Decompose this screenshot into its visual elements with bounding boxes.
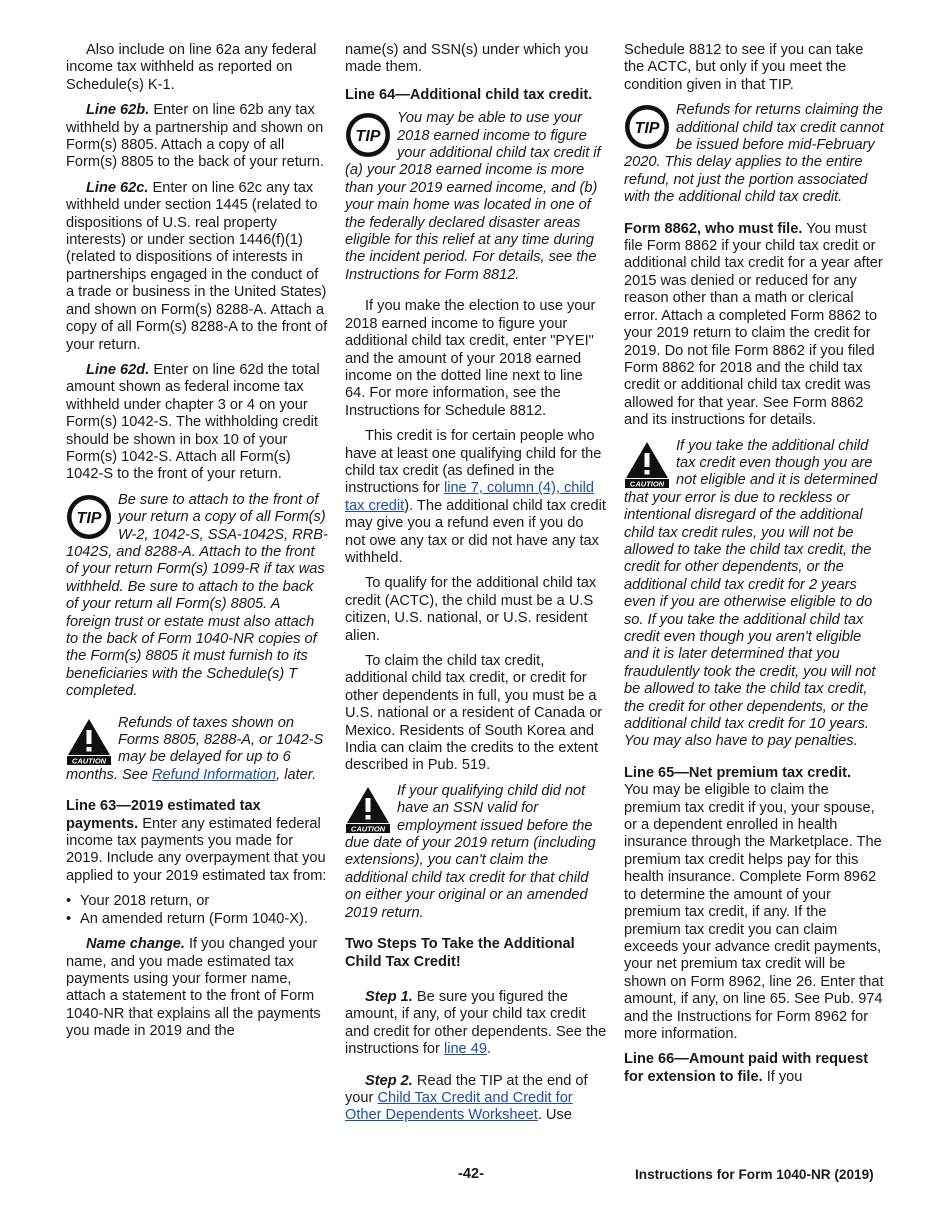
footer-title: Instructions for Form 1040-NR (2019) xyxy=(635,1167,874,1182)
tip1-text: Be sure to attach to the front of your return a copy of all Form(s) W-2, 1042-S, SSA-1042S, RRB-1042S, and 8288-A. Attach to the front of your return Form(s) 1099-R if tax was withheld. Be sure to attach to the back of your return all Form(s) 8805. A foreign trust or estate must also attach to the back of Form 1040-NR copies of the Form(s) 8805 it must furnish to its beneficiaries with the Schedule(s) T completed. xyxy=(66,491,328,700)
line62d-text: Enter on line 62d the total amount shown as federal income tax withheld under chapter 3 or 4 on your Form(s) 1042-S. The withholding credit should be shown in box 10 of your Form(s) 1042-S. Attach all Form(s) 1042-S to the front of your return. xyxy=(66,361,320,483)
tip2-text: You may be able to use your 2018 earned income to figure your additional child tax credit if (a) your 2018 earned income is more than your 2019 earned income, and (b) your main home was located in one of the federally declared disaster areas eligible for this relief at any time during the incident period. For details, see the Instructions for Form 8812. xyxy=(345,110,601,283)
caution-icon-text: CAUTION xyxy=(350,824,386,833)
paragraph-continued: Schedule 8812 to see if you can take the ACTC, but only if you meet the condition given in that TIP. xyxy=(624,42,864,93)
paragraph-line62b xyxy=(66,102,328,172)
line62c-text: Enter on line 62c any tax withheld under section 1445 (related to dispositions of U.S. real property interests) or under section 1446(f)(1) (related to dispositions of interests in partnerships engaged in the conduct of a trade or business in the United States) and shown on Form(s) 8288-A. Attach a copy of all Form(s) 8288-A to the front of your return. xyxy=(66,179,328,353)
tip-icon-text: TIP xyxy=(355,128,381,146)
refund-information-link[interactable]: Refund Information xyxy=(152,766,277,783)
caution1-text-post: , later. xyxy=(276,766,317,783)
tip-note-attachments xyxy=(66,492,328,701)
step2-text: Read the TIP at the end of your xyxy=(345,1072,588,1106)
paragraph-name-change xyxy=(66,936,328,1040)
list-item: • Your 2018 return, or xyxy=(66,893,328,910)
paragraph-line65: You may be eligible to claim the premium tax credit if you, your spouse, or a dependent enrolled in health insurance through the Marketplace. The premium tax credit helps pay for this health insurance. Complete Form 8962 to determine the amount of your premium tax credit, if any. If the premium tax credit you can claim exceeds your advance credit payments, your net premium tax credit will be shown on Form 8962, line 26. Enter that amount, if any, on line 65. See Pub. 974 and the Instructions for Form 8962 for more information. xyxy=(624,782,884,1042)
paragraph-form8862 xyxy=(624,221,886,430)
tip-icon-text: TIP xyxy=(634,120,660,138)
two-steps-heading: Two Steps To Take the Additional Child Tax Credit! xyxy=(345,936,575,970)
paragraph-line62d xyxy=(66,362,328,484)
line63-heading: Line 63—2019 estimated tax payments. xyxy=(66,798,261,832)
tip-icon xyxy=(66,494,112,542)
paragraph-continued: name(s) and SSN(s) under which you made them. xyxy=(345,42,589,76)
line65-heading: Line 65—Net premium tax credit. xyxy=(624,764,852,781)
step1-label: Step 1. xyxy=(365,988,413,1005)
caution1-text: Refunds of taxes shown on Forms 8805, 8288-A, or 1042-S may be delayed for up to 6 months. See xyxy=(66,714,324,783)
line62c-label: Line 62c. xyxy=(86,179,149,196)
paragraph-step2 xyxy=(345,1073,607,1125)
line49-link[interactable]: line 49 xyxy=(443,1041,487,1058)
page-number: -42- xyxy=(458,1166,484,1182)
credit-text-post: ). The additional child tax credit may give you a refund even if you do not owe any tax or did not have any tax withheld. xyxy=(345,497,606,566)
caution-icon-text: CAUTION xyxy=(629,479,665,488)
tip3-text: Refunds for returns claiming the additional child tax credit cannot be issued before mid-February 2020. This delay applies to the entire refund, not just the portion associated with the additional child tax credit. xyxy=(624,102,884,206)
step2-text-post: . Use xyxy=(537,1107,572,1124)
name-change-label: Name change. xyxy=(86,936,185,953)
column-3 xyxy=(624,42,886,1094)
caution-icon xyxy=(66,717,112,765)
paragraph-credit xyxy=(345,428,607,567)
name-change-text: If you changed your name, and you made estimated tax payments using your former name, attach a statement to the front of Form 1040-NR that explains all the payments you made in 2019 and the xyxy=(66,936,321,1040)
paragraph-qualify: To qualify for the additional child tax credit (ACTC), the child must be a U.S citizen, U.S. national, or U.S. resident alien. xyxy=(345,575,597,644)
paragraph-line66 xyxy=(624,1051,886,1086)
paragraph-line62a: Also include on line 62a any federal income tax withheld as reported on Schedule(s) K-1. xyxy=(66,42,317,93)
line66-text: If you xyxy=(762,1068,803,1085)
paragraph-line62c xyxy=(66,180,328,354)
line62b-text: Enter on line 62b any tax withheld by a partnership and shown on Form(s) 8805. Attach a copy of all Form(s) 8805 to the back of your return. xyxy=(66,102,324,171)
line63-bullet-list xyxy=(66,893,328,928)
tip-icon xyxy=(624,104,670,152)
caution2-text: If your qualifying child did not have an SSN valid for employment issued before the due date of your 2019 return (including extensions), you can't claim the additional child tax credit for that child on either your original or an amended 2019 return. xyxy=(345,782,596,921)
step1-text: Be sure you figured the amount, if any, of your child tax credit and credit for other dependents. See the instructions for xyxy=(345,988,607,1058)
caution-note-disallowance xyxy=(624,438,886,751)
form8862-text: You must file Form 8862 if your child tax credit or additional child tax credit for a year after 2015 was denied or reduced for any reason other than a math or clerical error. Attach a completed Form 8862 to your 2019 return to claim the credit for 2019. Do not file Form 8862 if you filed Form 8862 for 2018 and the child tax credit or additional child tax credit was allowed for that year. See Form 8862 and its instructions for details. xyxy=(624,220,883,429)
paragraph-line63 xyxy=(66,798,328,885)
column-2 xyxy=(345,42,607,1133)
step2-label: Step 2. xyxy=(365,1072,413,1089)
paragraph-step1 xyxy=(345,989,607,1059)
caution-icon xyxy=(345,785,391,833)
line64-heading: Line 64—Additional child tax credit. xyxy=(345,86,593,103)
credit-text: This credit is for certain people who have at least one qualifying child for the child tax credit (as defined in the instructions for xyxy=(345,428,602,497)
line66-heading: Line 66—Amount paid with request for extension to file. xyxy=(624,1051,869,1085)
line63-text: Enter any estimated federal income tax payments you made for 2019. Include any overpayment that you applied to your 2019 estimated tax from: xyxy=(66,815,327,884)
line62b-label: Line 62b. xyxy=(86,102,150,119)
line62d-label: Line 62d. xyxy=(86,361,150,378)
worksheet-link[interactable]: Child Tax Credit and Credit for Other Dependents Worksheet xyxy=(345,1089,573,1124)
column-1 xyxy=(66,42,328,1049)
step1-text-post: . xyxy=(486,1041,492,1058)
tip-icon xyxy=(345,112,391,160)
tip-icon-text: TIP xyxy=(76,509,102,527)
list-item: • An amended return (Form 1040-X). xyxy=(66,911,328,928)
caution-icon xyxy=(624,440,670,488)
caution-icon-text: CAUTION xyxy=(71,756,107,765)
line7-column4-link[interactable]: line 7, column (4), child tax credit xyxy=(345,480,595,514)
caution-note-refund-delay xyxy=(66,715,328,785)
paragraph-election: If you make the election to use your 2018 earned income to figure your additional child tax credit, enter "PYEI" and the amount of your 2018 earned income on the dotted line next to line 64. For more information, see the Instructions for Schedule 8812. xyxy=(345,298,596,419)
caution-note-ssn xyxy=(345,783,607,922)
tip-note-refund-timing xyxy=(624,102,886,206)
tip-note-2018-income xyxy=(345,110,607,284)
caution3-text: If you take the additional child tax credit even though you are not eligible and it is determined that your error is due to reckless or intentional disregard of the additional child tax credit rules, you will not be allowed to take the child tax credit, the credit for other dependents, or the additional child tax credit for 2 years even if you are otherwise eligible to do so. If you take the additional child tax credit even though you aren't eligible and it is later determined that you fraudulently took the credit, you will not be allowed to take the child tax credit, the credit for other dependents, or the additional child tax credit for 10 years. You may also have to pay penalties. xyxy=(624,437,878,750)
paragraph-claim: To claim the child tax credit, additional child tax credit, or credit for other dependents in full, you must be a U.S. national or a resident of Canada or Mexico. Residents of South Korea and India can claim the credits to the extent described in Pub. 519. xyxy=(345,653,603,774)
form8862-heading: Form 8862, who must file. xyxy=(624,220,803,237)
